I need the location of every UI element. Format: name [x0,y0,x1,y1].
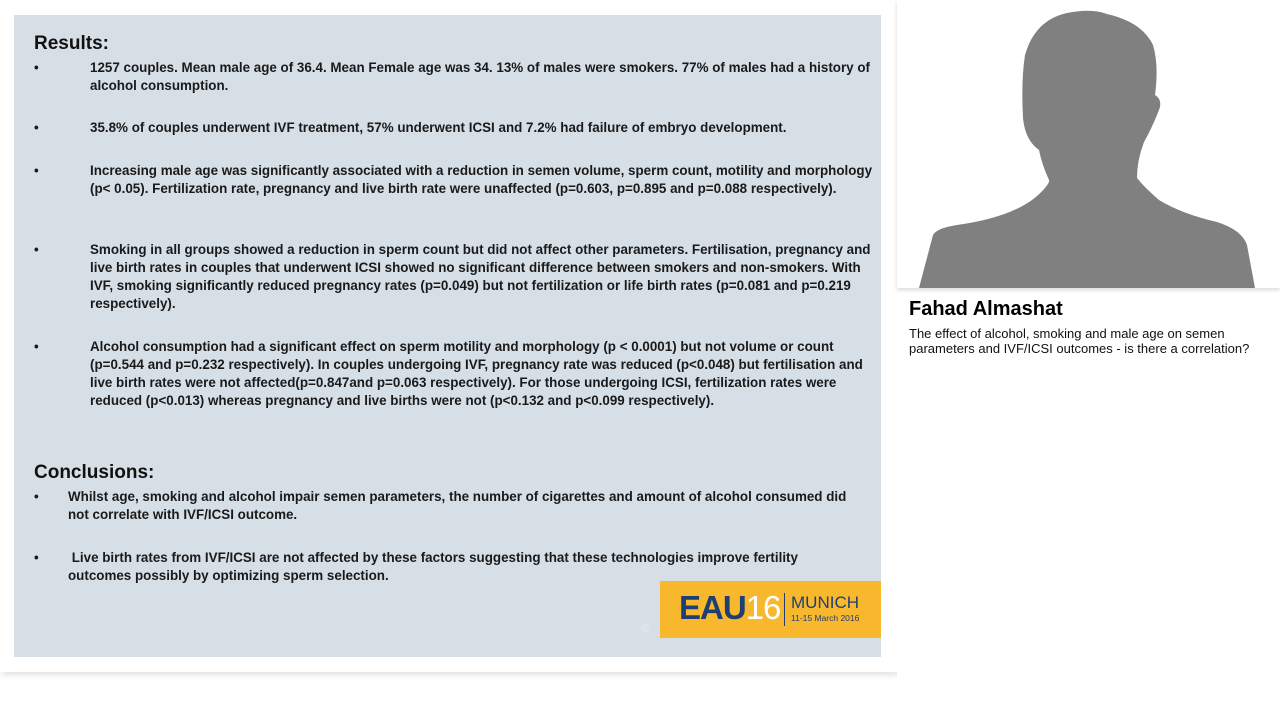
bullet-marker: • [34,489,39,504]
bullet-text: Smoking in all groups showed a reduction in sperm count but did not affect other parameters. Fertilisation, pregnancy and live birth rates in couples that underwent ICSI showed no significant difference between smokers and non-smokers. With IVF, smoking significantly reduced pregnancy rates (p=0.049) but not fertilization or life birth rates (p=0.081 and p=0.219 respectively). [90,242,871,311]
bullet-marker: • [34,163,39,178]
person-silhouette-icon [897,0,1280,288]
logo-city: MUNICH [791,593,859,612]
bullet-marker: • [34,60,39,75]
bullet-text: Alcohol consumption had a significant effect on sperm motility and morphology (p < 0.0001) but not volume or count (p=0.544 and p=0.232 respectively). In couples undergoing IVF, pregnancy rate was reduced (p<0.048) but fertilisation and live birth rates were not affected(p=0.847and p=0.063 respectively). For those undergoing ICSI, fertilization rates were reduced (p<0.013) whereas pregnancy and live births were not (p<0.132 and p<0.099 respectively). [90,339,863,408]
bullet-text: 1257 couples. Mean male age of 36.4. Mean Female age was 34. 13% of males were smokers. 77% of males had a history of alcohol consumption. [90,60,870,93]
eau-number: 16 [745,589,781,626]
bullet-marker: • [34,120,39,135]
bullet-marker: • [34,339,39,354]
copyright-icon: © [641,621,650,635]
conclusions-heading: Conclusions: [34,462,155,483]
logo-divider [784,593,785,626]
bullet-text: 35.8% of couples underwent IVF treatment, 57% underwent ICSI and 7.2% had failure of embryo development. [90,120,787,135]
eau-letters: EAU [679,589,746,626]
bullet-marker: • [34,550,39,565]
bullet-text: Increasing male age was significantly associated with a reduction in semen volume, sperm count, motility and morphology (p< 0.05). Fertilization rate, pregnancy and live birth rate were unaffected (p=0.603, p=0.895 and p=0.088 respectively). [90,163,873,196]
eau16-munich-logo [660,581,881,638]
speaker-photo [897,0,1280,288]
presentation-slide [14,15,881,657]
logo-dates: 11-15 March 2016 [791,613,860,623]
bullet-marker: • [34,242,39,257]
bullet-text: Live birth rates from IVF/ICSI are not affected by these factors suggesting that these technologies improve fertility outcomes possibly by optimizing sperm selection. [68,550,802,583]
eau-wordmark [679,589,780,627]
speaker-name: Fahad Almashat [909,298,1063,320]
results-heading: Results: [34,33,109,54]
presentation-title: The effect of alcohol, smoking and male age on semen parameters and IVF/ICSI outcomes - is there a correlation? [909,326,1250,356]
bullet-text: Whilst age, smoking and alcohol impair semen parameters, the number of cigarettes and amount of alcohol consumed did not correlate with IVF/ICSI outcome. [68,489,847,522]
speaker-panel [897,0,1280,720]
